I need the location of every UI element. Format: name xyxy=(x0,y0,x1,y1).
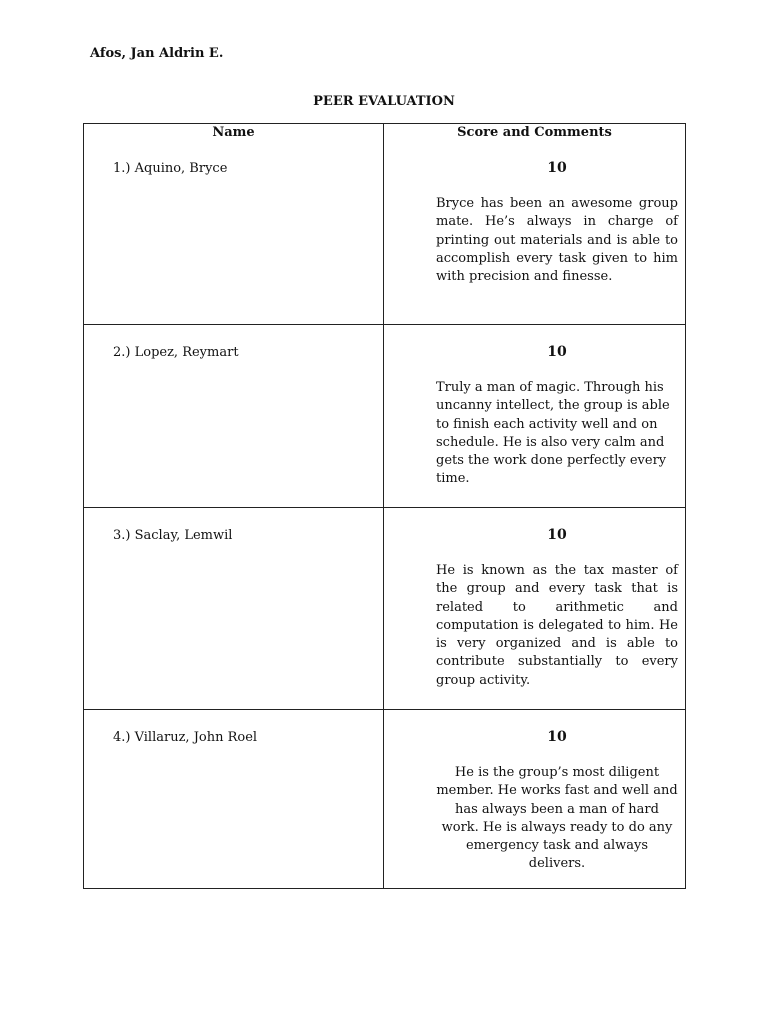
peer-evaluation-table xyxy=(83,123,686,889)
score-value: 10 xyxy=(547,344,567,360)
table-header-row xyxy=(84,124,686,142)
name-cell xyxy=(84,325,384,508)
document-title: PEER EVALUATION xyxy=(313,94,455,109)
name-cell xyxy=(84,508,384,710)
peer-name: 2.) Lopez, Reymart xyxy=(113,345,239,360)
name-cell xyxy=(84,141,384,325)
score-value: 10 xyxy=(547,729,567,745)
name-column-header: Name xyxy=(84,124,384,142)
score-value: 10 xyxy=(547,527,567,543)
score-cell xyxy=(384,325,686,508)
peer-name: 1.) Aquino, Bryce xyxy=(113,161,228,176)
table-row xyxy=(84,141,686,325)
score-cell xyxy=(384,141,686,325)
comment-text: Bryce has been an awesome group mate. He’s always in charge of printing out materials and is able to accomplish every task given to him with precision and finesse. xyxy=(436,196,678,285)
score-column-header: Score and Comments xyxy=(384,124,686,142)
table-row xyxy=(84,710,686,889)
author-name: Afos, Jan Aldrin E. xyxy=(90,46,224,61)
peer-name: 4.) Villaruz, John Roel xyxy=(113,730,258,745)
score-cell xyxy=(384,710,686,889)
score-cell xyxy=(384,508,686,710)
score-value: 10 xyxy=(547,160,567,176)
table-row xyxy=(84,508,686,710)
comment-text: He is known as the tax master of the group and every task that is related to arithmetic and computation is delegated to him. He is very organized and is able to contribute substantially to every group activity. xyxy=(436,563,678,688)
peer-name: 3.) Saclay, Lemwil xyxy=(113,528,233,543)
comment-text: Truly a man of magic. Through his uncanny intellect, the group is able to finish each activity well and on schedule. He is also very calm and gets the work done perfectly every time. xyxy=(436,380,670,487)
comment-text: He is the group’s most diligent member. He works fast and well and has always been a man of hard work. He is always ready to do any emergency task and always delivers. xyxy=(436,765,678,872)
name-cell xyxy=(84,710,384,889)
table-row xyxy=(84,325,686,508)
